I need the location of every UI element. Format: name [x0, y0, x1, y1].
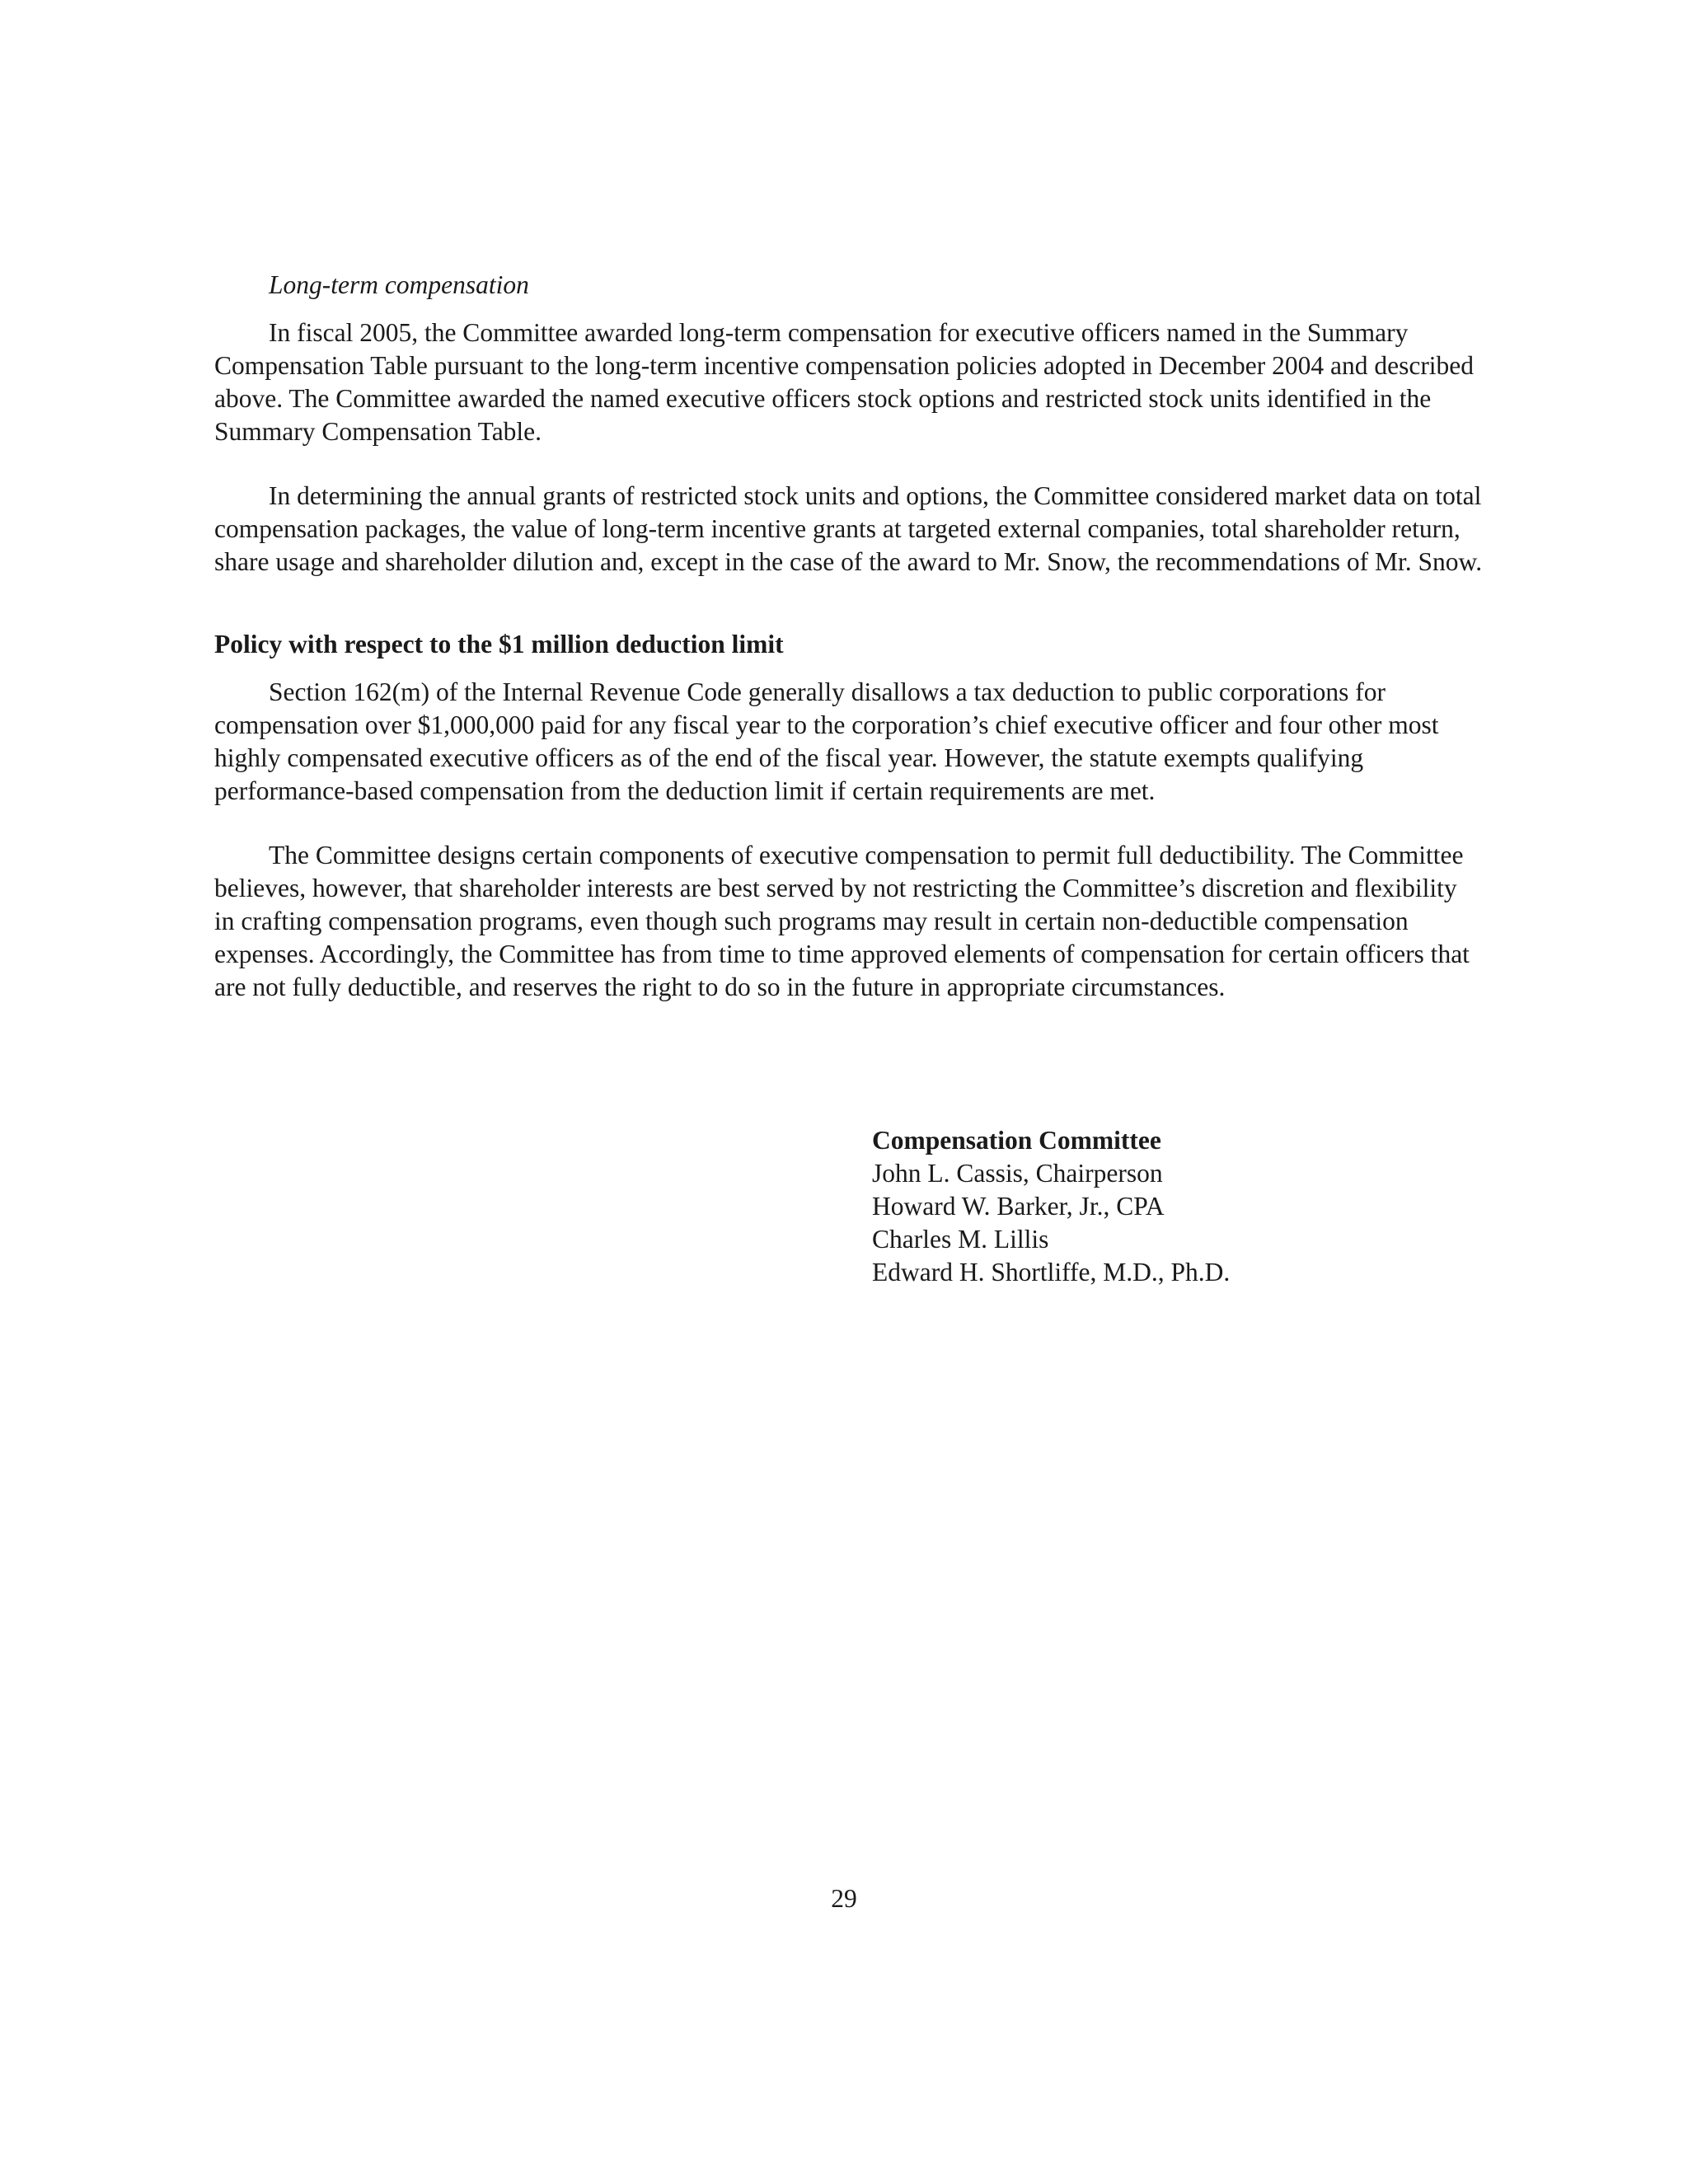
deduction-limit-paragraph-1: Section 162(m) of the Internal Revenue Code generally disallows a tax deduction to public corporations for compensation over $1,000,000 paid for any fiscal year to the corporation’s chief executive officer and four other most highly compensated executive officers as of the end of the fiscal year. However, the statute exempts qualifying performance-based compensation from the deduction limit if certain requirements are met. — [214, 677, 1439, 805]
deduction-limit-heading: Policy with respect to the $1 million deduction limit — [214, 630, 784, 658]
committee-title: Compensation Committee — [872, 1126, 1161, 1155]
committee-signature-block — [872, 1124, 1230, 1289]
committee-member: John L. Cassis, Chairperson — [872, 1159, 1163, 1188]
long-term-compensation-subheading: Long-term compensation — [269, 270, 529, 299]
committee-member: Howard W. Barker, Jr., CPA — [872, 1192, 1165, 1221]
long-term-compensation-paragraph-1: In fiscal 2005, the Committee awarded long-term compensation for executive officers named in the Summary Compensation Table pursuant to the long-term incentive compensation policies adopted in December 2004 and described above. The Committee awarded the named executive officers stock options and restricted stock units identified in the Summary Compensation Table. — [214, 318, 1475, 446]
committee-member: Charles M. Lillis — [872, 1225, 1049, 1254]
document-body — [214, 269, 1484, 1004]
committee-member: Edward H. Shortliffe, M.D., Ph.D. — [872, 1258, 1231, 1286]
page-number: 29 — [831, 1884, 857, 1913]
long-term-compensation-paragraph-2: In determining the annual grants of restricted stock units and options, the Committee considered market data on total compensation packages, the value of long-term incentive grants at targeted external companies, total shareholder return, share usage and shareholder dilution and, except in the case of the award to Mr. Snow, the recommendations of Mr. Snow. — [214, 481, 1483, 576]
deduction-limit-paragraph-2: The Committee designs certain components of executive compensation to permit full deductibility. The Committee believes, however, that shareholder interests are best served by not restricting the Committee’s discretion and flexibility in crafting compensation programs, even though such programs may result in certain non-deductible compensation expenses. Accordingly, the Committee has from time to time approved elements of compensation for certain officers that are not fully deductible, and reserves the right to do so in the future in appropriate circumstances. — [214, 841, 1470, 1001]
